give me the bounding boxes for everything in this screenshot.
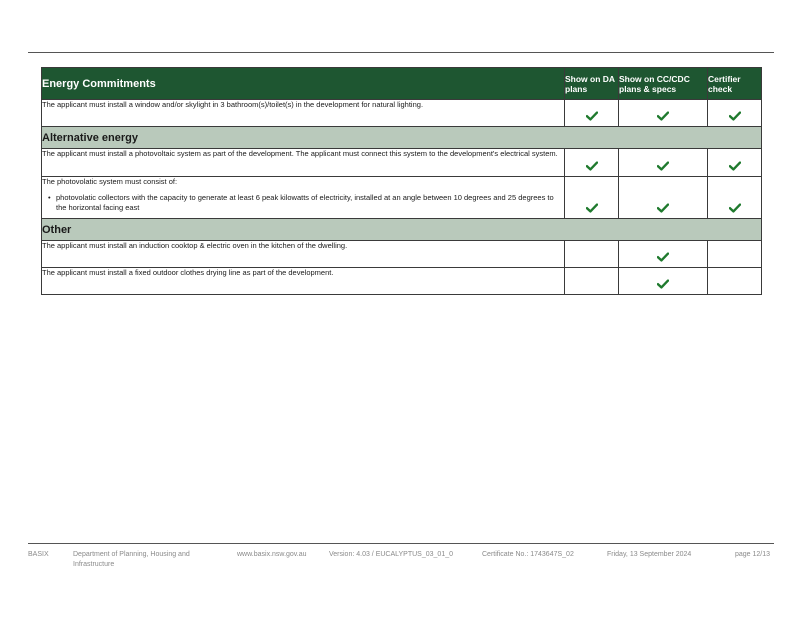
check-icon [586, 203, 598, 213]
column-header-da-plans: Show on DA plans [565, 68, 619, 100]
certifier-check-cell [708, 268, 762, 295]
commitment-text: The applicant must install an induction cooktop & electric oven in the kitchen of the dwelling. [42, 241, 565, 268]
footer-website: www.basix.nsw.gov.au [237, 551, 307, 558]
check-icon [657, 279, 669, 289]
footer-date: Friday, 13 September 2024 [607, 551, 692, 558]
table-row [42, 149, 762, 177]
check-icon [657, 252, 669, 262]
cc-cdc-plans-cell [619, 241, 708, 268]
commitment-text: The photovolatic system must consist of: [42, 177, 178, 186]
column-header-certifier-check: Certifier check [708, 68, 762, 100]
bullet-text: photovolatic collectors with the capacity to generate at least 6 peak kilowatts of electricity, installed at an angle between 10 degrees and 25 degrees to the horizontal facing east [56, 193, 554, 212]
certifier-check-cell [708, 177, 762, 219]
table-title: Energy Commitments [42, 68, 565, 100]
certifier-check-cell [708, 100, 762, 127]
da-plans-cell [565, 177, 619, 219]
footer-certificate-number: Certificate No.: 1743647S_02 [482, 551, 574, 558]
cc-cdc-plans-cell [619, 149, 708, 177]
bullet-symbol: • [48, 193, 51, 202]
commitment-text: The applicant must install a photovoltaic system as part of the development. The applicant must connect this system to the development's electrical system. [42, 149, 565, 177]
commitment-text-block [42, 177, 565, 219]
section-heading-alternative-energy: Alternative energy [42, 127, 762, 149]
check-icon [729, 111, 741, 121]
footer-version: Version: 4.03 / EUCALYPTUS_03_01_0 [329, 551, 454, 558]
table-row [42, 177, 762, 219]
section-row [42, 219, 762, 241]
table-row [42, 268, 762, 295]
section-heading-other: Other [42, 219, 762, 241]
check-icon [657, 203, 669, 213]
table-header-row [42, 68, 762, 100]
da-plans-cell [565, 241, 619, 268]
footer-department: Department of Planning, Housing and Infrastructure [73, 551, 190, 568]
certifier-check-cell [708, 241, 762, 268]
check-icon [657, 111, 669, 121]
column-header-cc-cdc-plans: Show on CC/CDC plans & specs [619, 68, 708, 100]
check-icon [657, 161, 669, 171]
cc-cdc-plans-cell [619, 177, 708, 219]
check-icon [729, 203, 741, 213]
da-plans-cell [565, 100, 619, 127]
da-plans-cell [565, 149, 619, 177]
footer-basix: BASIX [28, 551, 49, 558]
bottom-rule [28, 543, 774, 544]
cc-cdc-plans-cell [619, 268, 708, 295]
check-icon [586, 161, 598, 171]
energy-commitments-table [41, 67, 762, 295]
check-icon [729, 161, 741, 171]
top-rule [28, 52, 774, 53]
commitment-text: The applicant must install a fixed outdoor clothes drying line as part of the development. [42, 268, 565, 295]
section-row [42, 127, 762, 149]
table-row [42, 241, 762, 268]
footer-page-number: page 12/13 [735, 551, 771, 558]
cc-cdc-plans-cell [619, 100, 708, 127]
certifier-check-cell [708, 149, 762, 177]
bullet-item [42, 193, 564, 213]
check-icon [586, 111, 598, 121]
da-plans-cell [565, 268, 619, 295]
commitment-text: The applicant must install a window and/or skylight in 3 bathroom(s)/toilet(s) in the development for natural lighting. [42, 100, 565, 127]
table-row [42, 100, 762, 127]
